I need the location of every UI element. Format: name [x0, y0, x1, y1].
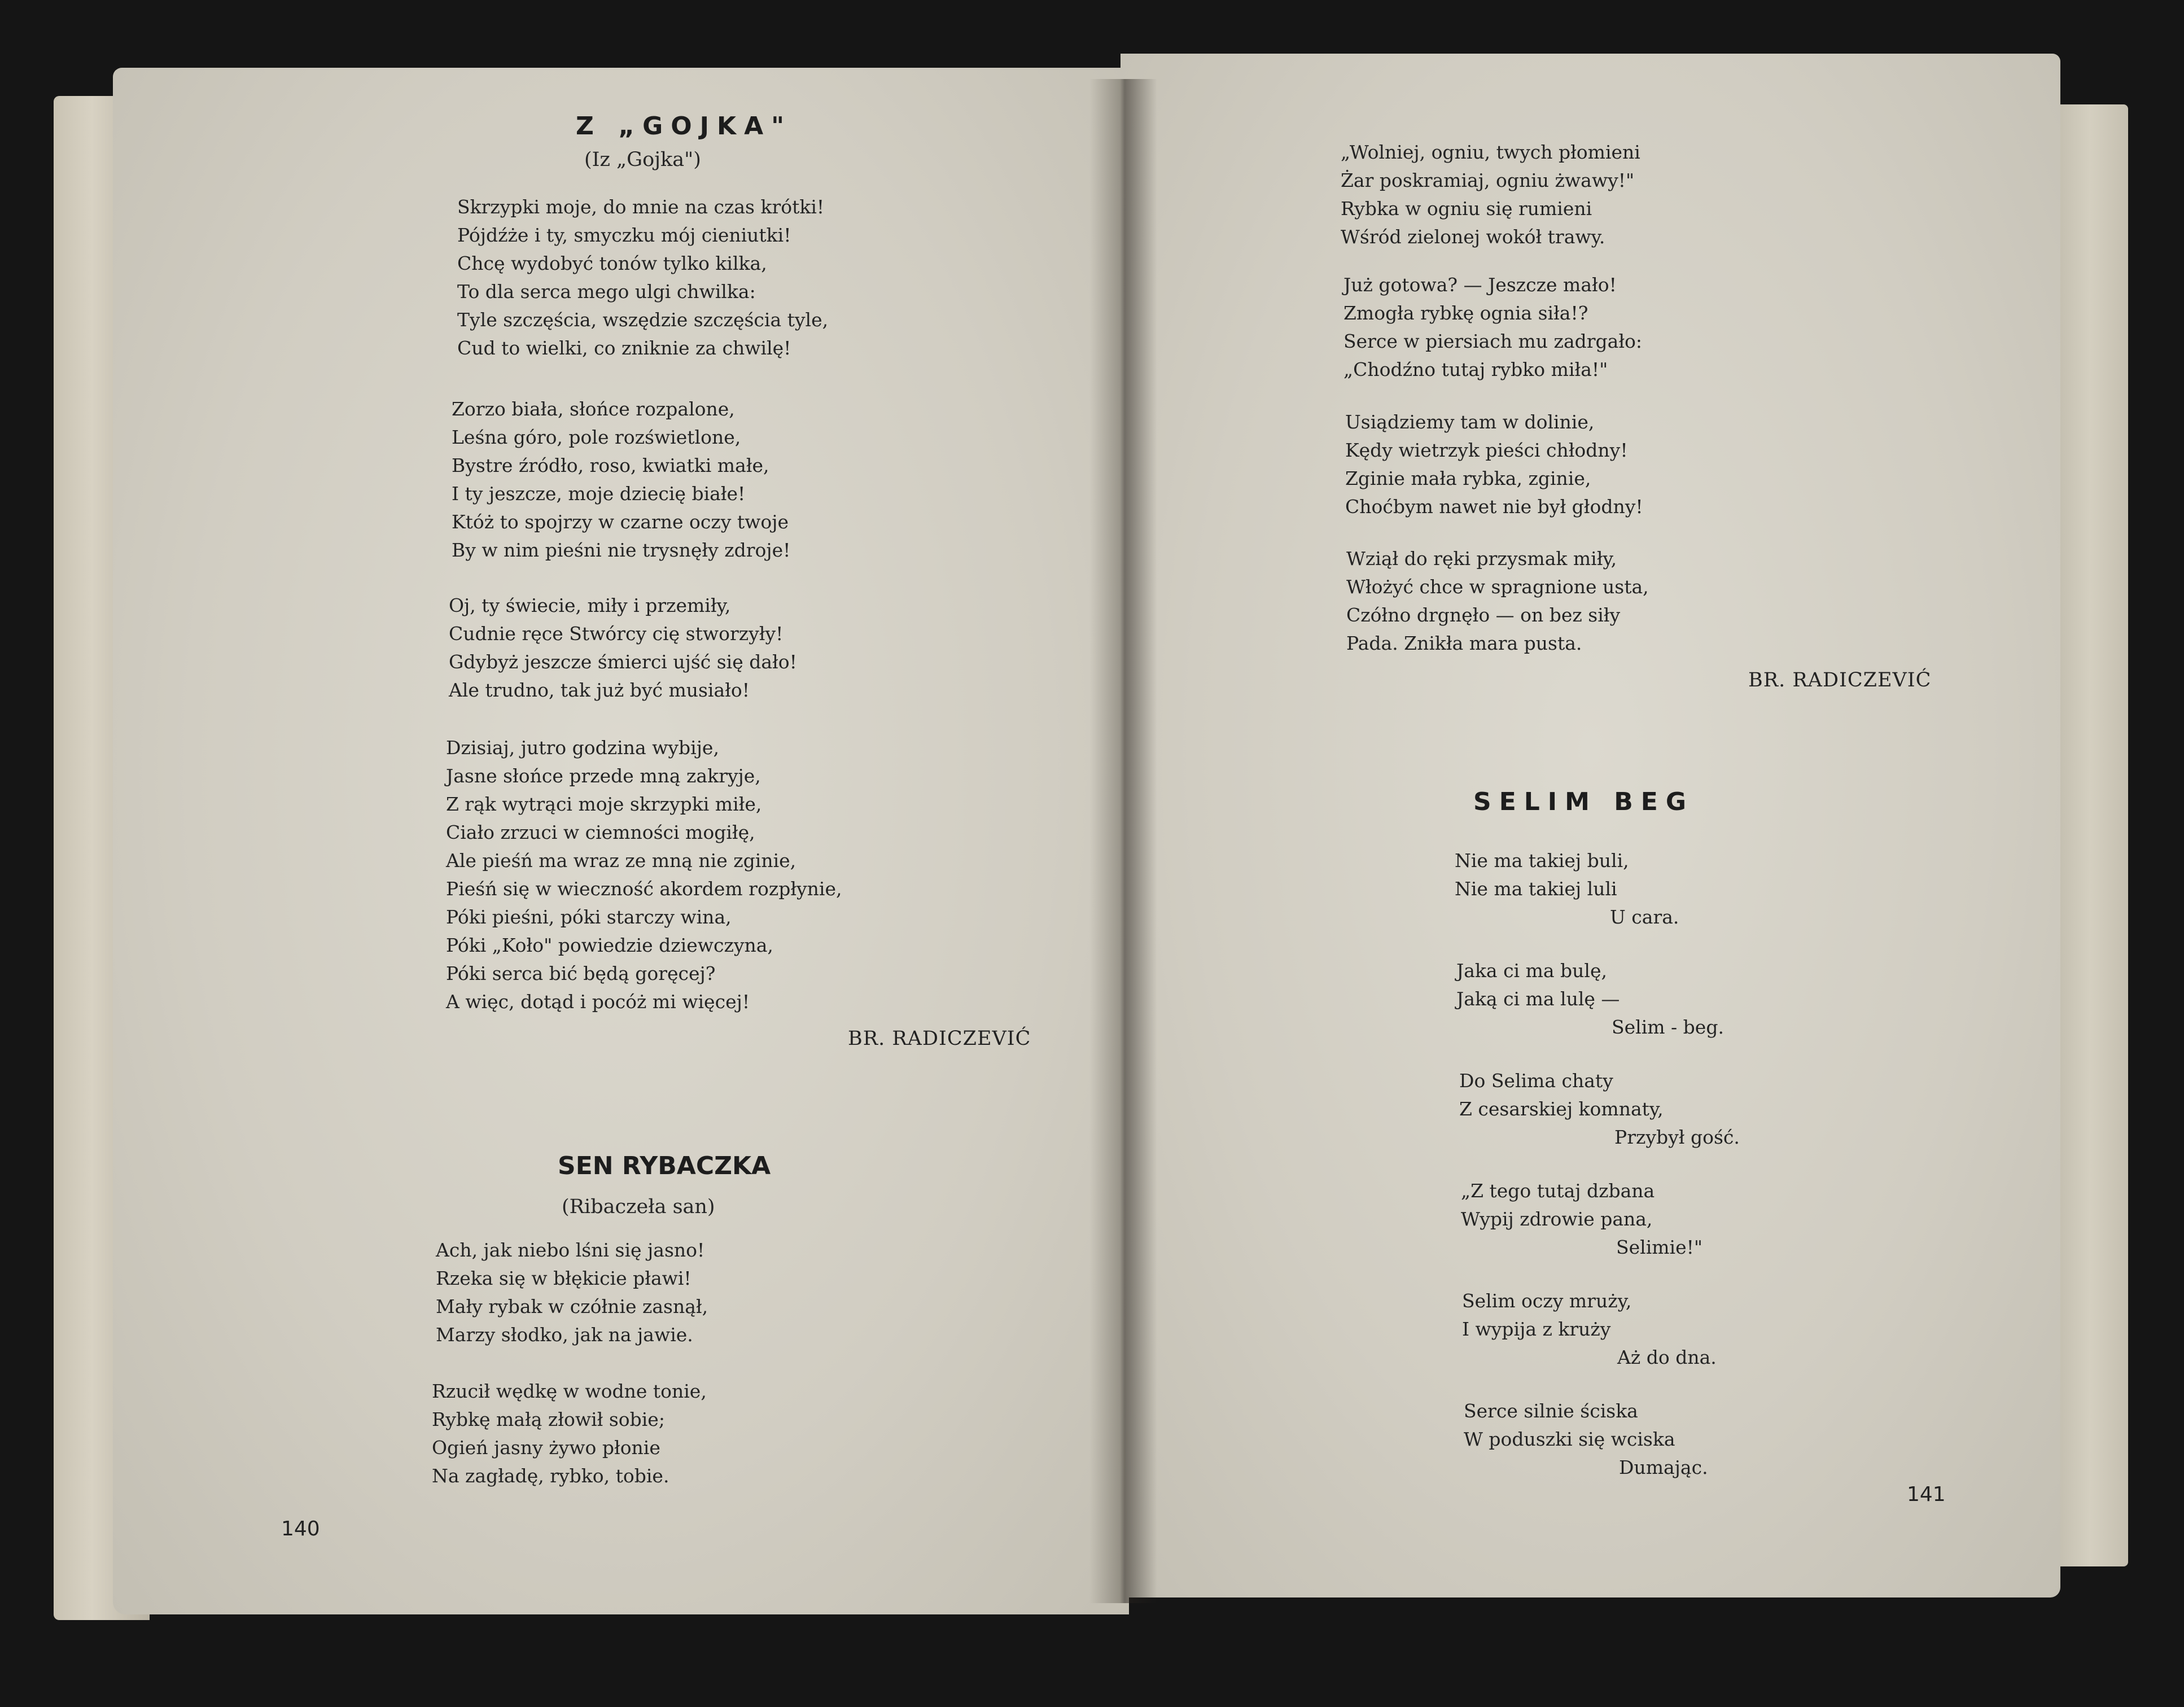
verse-line: Do Selima chaty	[1459, 1070, 1613, 1092]
verse-line: Cud to wielki, co zniknie za chwilę!	[457, 337, 791, 359]
verse-line: Oj, ty świecie, miły i przemiły,	[449, 594, 731, 616]
verse-line: Selim oczy mruży,	[1462, 1290, 1632, 1312]
verse-line: Leśna góro, pole rozświetlone,	[452, 426, 741, 448]
verse-line: Serce w piersiach mu zadrgało:	[1343, 330, 1642, 352]
poem-stanza	[457, 193, 828, 362]
verse-line: Nie ma takiej buli,	[1455, 850, 1629, 872]
page-number-right: 141	[1907, 1483, 1946, 1506]
verse-line: Bystre źródło, roso, kwiatki małe,	[452, 454, 769, 476]
verse-line: Póki pieśni, póki starczy wina,	[446, 906, 732, 928]
verse-line: Gdybyż jeszcze śmierci ujść się dało!	[449, 651, 797, 673]
verse-line: Już gotowa? — Jeszcze mało!	[1343, 274, 1617, 296]
poem-stanza	[1462, 1287, 1717, 1372]
verse-line: Jaka ci ma bulę,	[1456, 960, 1607, 982]
verse-line: Zginie mała rybka, zginie,	[1345, 467, 1591, 489]
verse-line: Ogień jasny żywo płonie	[432, 1437, 660, 1459]
verse-line: Przybył gość.	[1614, 1126, 1740, 1148]
verse-line: Dzisiaj, jutro godzina wybije,	[446, 737, 719, 759]
verse-line: Ale trudno, tak już być musiało!	[449, 679, 750, 701]
poem-subtitle-ribaczela-san: (Ribaczeła san)	[562, 1196, 715, 1218]
poem-subtitle-iz-gojka: (Iz „Gojka")	[584, 148, 701, 171]
poem-title-selim-beg: SELIM BEG	[1473, 787, 1694, 816]
verse-line: Czółno drgnęło — on bez siły	[1346, 604, 1621, 626]
verse-line: Rzucił wędkę w wodne tonie,	[432, 1380, 707, 1402]
poem-stanza	[1343, 271, 1642, 384]
poem-stanza	[1464, 1397, 1708, 1482]
verse-line: Rybkę małą złowił sobie;	[432, 1408, 665, 1430]
verse-line: Żar poskramiaj, ogniu żwawy!"	[1341, 169, 1635, 191]
verse-line: Zmogła rybkę ognia siła!?	[1343, 302, 1588, 324]
verse-line: Aż do dna.	[1617, 1346, 1717, 1368]
verse-line: By w nim pieśni nie trysnęły zdroje!	[452, 539, 791, 561]
verse-line: Pieśń się w wieczność akordem rozpłynie,	[446, 878, 842, 900]
verse-line: Ciało zrzuci w ciemności mogiłę,	[446, 821, 755, 843]
verse-line: Ach, jak niebo lśni się jasno!	[436, 1239, 705, 1261]
verse-line: Wśród zielonej wokół trawy.	[1341, 226, 1605, 248]
poem-stanza	[452, 395, 790, 564]
left-page	[113, 68, 1129, 1614]
poem-title-sen-rybaczka: SEN RYBACZKA	[558, 1152, 771, 1180]
verse-line: Pójdźże i ty, smyczku mój cieniutki!	[457, 224, 791, 246]
verse-line: A więc, dotąd i pocóż mi więcej!	[446, 991, 750, 1013]
verse-line: Włożyć chce w spragnione usta,	[1346, 576, 1649, 598]
author-signature: BR. RADICZEVIĆ	[848, 1027, 1031, 1050]
verse-line: Rybka w ogniu się rumieni	[1341, 198, 1592, 220]
poem-stanza	[446, 734, 842, 1016]
verse-line: W poduszki się wciska	[1464, 1428, 1675, 1450]
verse-line: Ale pieśń ma wraz ze mną nie zginie,	[446, 850, 796, 872]
verse-line: Selimie!"	[1616, 1236, 1703, 1258]
verse-line: Skrzypki moje, do mnie na czas krótki!	[457, 196, 825, 218]
poem-stanza	[1345, 408, 1643, 521]
poem-stanza	[1341, 138, 1640, 251]
verse-line: Z rąk wytrąci moje skrzypki miłe,	[446, 793, 762, 815]
author-signature: BR. RADICZEVIĆ	[1748, 669, 1932, 691]
right-page	[1121, 54, 2060, 1597]
poem-stanza	[449, 592, 797, 704]
verse-line: I wypija z kruży	[1462, 1318, 1611, 1340]
verse-line: Póki serca bić będą goręcej?	[446, 962, 716, 984]
verse-line: U cara.	[1610, 906, 1679, 928]
verse-line: Pada. Znikła mara pusta.	[1346, 632, 1582, 654]
verse-line: Rzeka się w błękicie pławi!	[436, 1267, 691, 1289]
verse-line: Usiądziemy tam w dolinie,	[1345, 411, 1595, 433]
verse-line: Cudnie ręce Stwórcy cię stworzyły!	[449, 623, 784, 645]
verse-line: „Wolniej, ogniu, twych płomieni	[1341, 141, 1640, 163]
verse-line: Któż to spojrzy w czarne oczy twoje	[452, 511, 789, 533]
verse-line: Chcę wydobyć tonów tylko kilka,	[457, 252, 767, 274]
verse-line: To dla serca mego ulgi chwilka:	[457, 281, 756, 303]
poem-stanza	[1459, 1067, 1740, 1152]
verse-line: Jasne słońce przede mną zakryje,	[446, 765, 761, 787]
verse-line: Wziął do ręki przysmak miły,	[1346, 548, 1617, 570]
poem-stanza	[1346, 545, 1649, 658]
verse-line: Dumając.	[1619, 1456, 1708, 1478]
verse-line: Na zagładę, rybko, tobie.	[432, 1465, 669, 1487]
verse-line: Zorzo biała, słońce rozpalone,	[452, 398, 735, 420]
verse-line: Nie ma takiej luli	[1455, 878, 1617, 900]
verse-line: Póki „Koło" powiedzie dziewczyna,	[446, 934, 773, 956]
verse-line: Mały rybak w czółnie zasnął,	[436, 1295, 708, 1318]
page-number-left: 140	[281, 1517, 320, 1540]
verse-line: Z cesarskiej komnaty,	[1459, 1098, 1664, 1120]
verse-line: Selim - beg.	[1612, 1016, 1724, 1038]
verse-line: „Chodźno tutaj rybko miła!"	[1343, 358, 1608, 380]
poem-stanza	[436, 1236, 708, 1349]
verse-line: Wypij zdrowie pana,	[1461, 1208, 1653, 1230]
verse-line: „Z tego tutaj dzbana	[1461, 1180, 1655, 1202]
poem-title-z-gojka: Z „GOJKA"	[576, 112, 793, 141]
poem-stanza	[432, 1377, 707, 1490]
verse-line: Kędy wietrzyk pieści chłodny!	[1345, 439, 1628, 461]
poem-stanza	[1456, 957, 1724, 1041]
verse-line: Choćbym nawet nie był głodny!	[1345, 496, 1643, 518]
verse-line: Jaką ci ma lulę —	[1456, 988, 1620, 1010]
poem-stanza	[1461, 1177, 1702, 1262]
book-spine-gutter	[1089, 79, 1157, 1603]
verse-line: Serce silnie ściska	[1464, 1400, 1638, 1422]
poem-stanza	[1455, 847, 1679, 931]
verse-line: I ty jeszcze, moje dziecię białe!	[452, 483, 746, 505]
verse-line: Tyle szczęścia, wszędzie szczęścia tyle,	[457, 309, 829, 331]
verse-line: Marzy słodko, jak na jawie.	[436, 1324, 693, 1346]
